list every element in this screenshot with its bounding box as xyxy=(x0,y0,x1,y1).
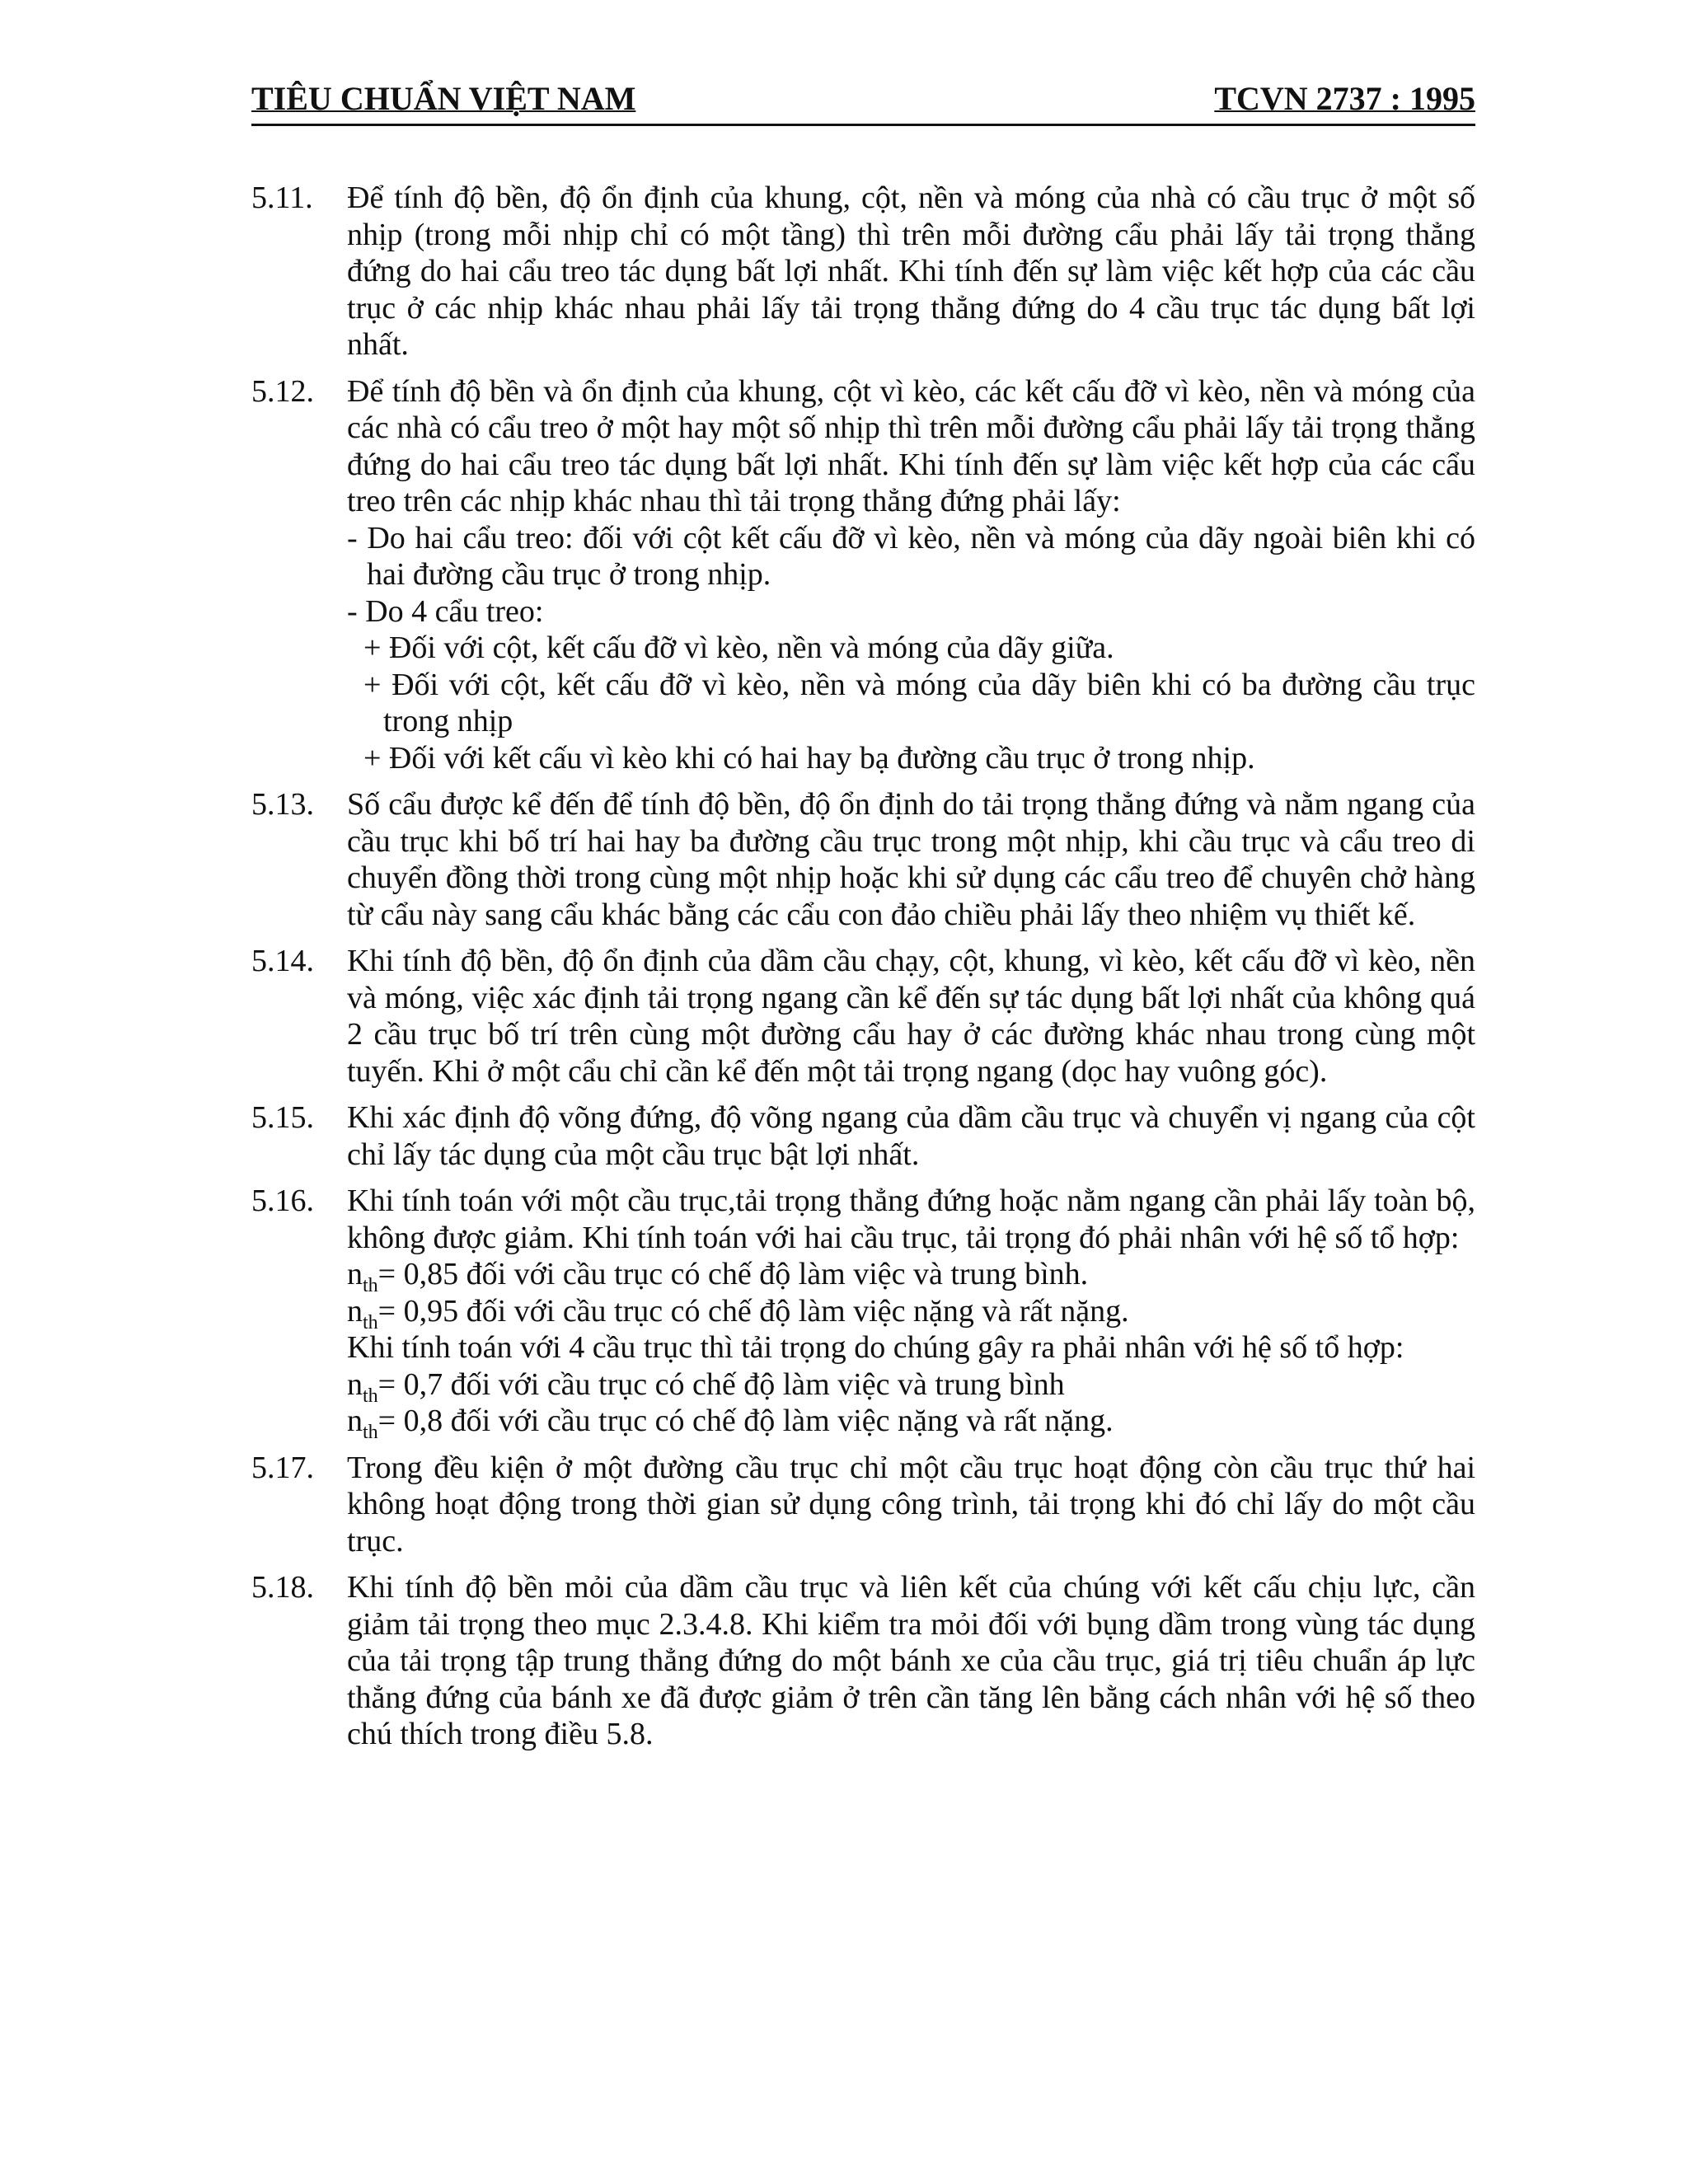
plus-item: + Đối với cột, kết cấu đỡ vì kèo, nền và móng của dãy biên khi có ba đường cầu trục trong nhịp xyxy=(363,667,1475,738)
formula-text: = 0,95 đối với cầu trục có chế độ làm việc nặng và rất nặng. xyxy=(377,1293,1129,1329)
formula-variable: n xyxy=(347,1366,363,1402)
header-standard-code: TCVN 2737 : 1995 xyxy=(1214,80,1475,117)
page-header xyxy=(251,76,1475,126)
section-text: Khi tính toán với một cầu trục,tải trọng thẳng đứng hoặc nằm ngang cần phải lấy toàn bộ, không được giảm. Khi tính toán với hai cầu trục, tải trọng đó phải nhân với hệ số tổ hợp: xyxy=(347,1183,1475,1255)
section-text: Khi tính độ bền, độ ổn định của dầm cầu chạy, cột, khung, vì kèo, kết cấu đỡ vì kèo, nền và móng, việc xác định tải trọng ngang cần kể đến sự tác dụng bất lợi nhất của không quá 2 cầu trục bố trí trên cùng một đường cẩu hay ở các đường khác nhau trong cùng một tuyến. Khi ở một cẩu chỉ cần kể đến một tải trọng ngang (dọc hay vuông góc). xyxy=(347,944,1475,1089)
section-number: 5.16. xyxy=(251,1183,314,1218)
section-text: Khi tính độ bền mỏi của dầm cầu trục và liên kết của chúng với kết cấu chịu lực, cần giảm tải trọng theo mục 2.3.4.8. Khi kiểm tra mỏi đối với bụng dầm trong vùng tác dụng của tải trọng tập trung thẳng đứng do một bánh xe của cầu trục, giá trị tiêu chuẩn áp lực thẳng đứng của bánh xe đã được giảm ở trên cần tăng lên bằng cách nhân với hệ số theo chú thích trong điều 5.8. xyxy=(347,1570,1475,1751)
section-5-11 xyxy=(251,180,1475,363)
section-text: Để tính độ bền và ổn định của khung, cột vì kèo, các kết cấu đỡ vì kèo, nền và móng của các nhà có cẩu treo ở một hay một số nhịp thì trên mỗi đường cẩu phải lấy tải trọng thẳng đứng do hai cẩu treo tác dụng bất lợi nhất. Khi tính đến sự làm việc kết hợp của các cẩu treo trên các nhịp khác nhau thì tải trọng thẳng đứng phải lấy: xyxy=(347,373,1475,518)
section-text: Trong đều kiện ở một đường cầu trục chỉ một cầu trục hoạt động còn cầu trục thứ hai không hoạt động trong thời gian sử dụng công trình, tải trọng khi đó chỉ lấy do một cầu trục. xyxy=(347,1450,1475,1558)
formula-variable: n xyxy=(347,1257,363,1291)
section-text: Số cẩu được kể đến để tính độ bền, độ ổn định do tải trọng thẳng đứng và nằm ngang của cầu trục khi bố trí hai hay ba đường cầu trục trong một nhịp, khi cầu trục và cẩu treo di chuyển đồng thời trong cùng một nhịp hoặc khi sử dụng các cẩu treo để chuyên chở hàng từ cẩu này sang cẩu khác bằng các cẩu con đảo chiều phải lấy theo nhiệm vụ thiết kế. xyxy=(347,787,1475,932)
document-body xyxy=(251,180,1475,1763)
formula-subscript: th xyxy=(363,1422,378,1443)
section-5-16 xyxy=(251,1183,1475,1443)
section-5-14 xyxy=(251,943,1475,1090)
section-number: 5.15. xyxy=(251,1100,314,1135)
dash-item: - Do hai cẩu treo: đối với cột kết cấu đỡ vì kèo, nền và móng của dãy ngoài biên khi có hai đường cầu trục ở trong nhịp. xyxy=(347,520,1475,592)
plus-item: + Đối với kết cấu vì kèo khi có hai hay bạ đường cầu trục ở trong nhịp. xyxy=(363,740,1255,776)
formula-variable: n xyxy=(347,1404,363,1438)
section-5-15 xyxy=(251,1099,1475,1173)
section-5-17 xyxy=(251,1450,1475,1560)
section-number: 5.17. xyxy=(251,1450,314,1485)
combination-coefficient-formula xyxy=(347,1256,1475,1296)
plus-item: + Đối với cột, kết cấu đỡ vì kèo, nền và móng của dãy giữa. xyxy=(363,630,1114,665)
section-5-12 xyxy=(251,373,1475,777)
section-5-18 xyxy=(251,1569,1475,1753)
formula-text: = 0,7 đối với cầu trục có chế độ làm việc và trung bình xyxy=(377,1366,1065,1402)
section-number: 5.12. xyxy=(251,373,314,409)
combination-coefficient-formula xyxy=(347,1366,1475,1407)
section-number: 5.14. xyxy=(251,944,314,978)
section-text: Để tính độ bền, độ ổn định của khung, cột, nền và móng của nhà có cầu trục ở một số nhịp (trong mỗi nhịp chỉ có một tầng) thì trên mỗi đường cẩu phải lấy tải trọng thẳng đứng do hai cẩu treo tác dụng bất lợi nhất. Khi tính đến sự làm việc kết hợp của các cầu trục ở các nhịp khác nhau phải lấy tải trọng thẳng đứng do 4 cầu trục tác dụng bất lợi nhất. xyxy=(347,180,1475,362)
section-text: Khi xác định độ võng đứng, độ võng ngang của dầm cầu trục và chuyển vị ngang của cột chỉ lấy tác dụng của một cầu trục bật lợi nhất. xyxy=(347,1100,1475,1172)
formula-subscript: th xyxy=(363,1385,378,1407)
combination-coefficient-formula xyxy=(347,1293,1475,1333)
header-standard-title: TIÊU CHUẨN VIỆT NAM xyxy=(251,80,636,117)
section-subtext: Khi tính toán với 4 cầu trục thì tải trọng do chúng gây ra phải nhân với hệ số tổ hợp: xyxy=(347,1330,1404,1365)
section-number: 5.18. xyxy=(251,1570,314,1605)
formula-variable: n xyxy=(347,1293,363,1329)
section-number: 5.11. xyxy=(251,180,313,215)
formula-subscript: th xyxy=(363,1311,378,1333)
formula-text: = 0,85 đối với cầu trục có chế độ làm việc và trung bình. xyxy=(377,1257,1089,1291)
section-number: 5.13. xyxy=(251,787,314,822)
formula-text: = 0,8 đối với cầu trục có chế độ làm việc nặng và rất nặng. xyxy=(377,1404,1114,1438)
dash-item: - Do 4 cẩu treo: xyxy=(347,593,544,629)
formula-subscript: th xyxy=(363,1275,378,1296)
combination-coefficient-formula xyxy=(347,1403,1475,1443)
section-5-13 xyxy=(251,786,1475,933)
